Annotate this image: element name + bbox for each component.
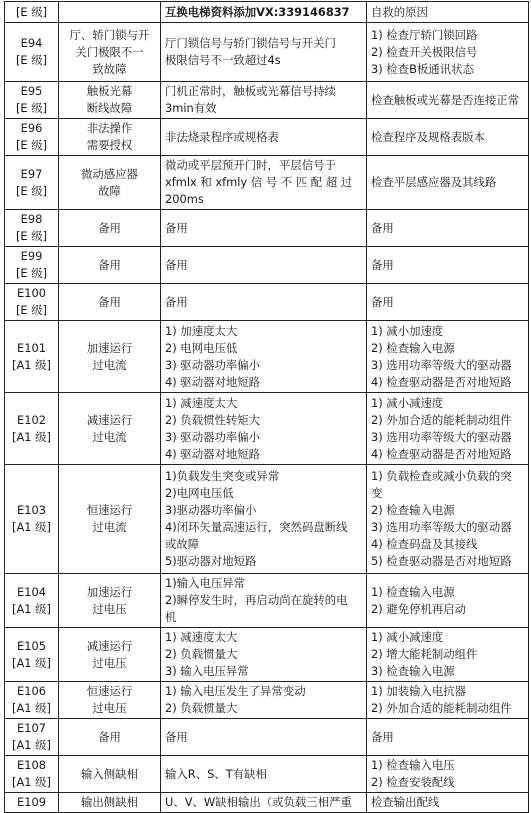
fault-remedy-cell [367, 119, 529, 156]
cell-line: [A1 级] [12, 701, 51, 715]
fault-name-cell [59, 574, 161, 628]
header-code-cell: [E 级] [5, 2, 59, 23]
fault-code-cell [5, 284, 59, 321]
fault-cause-cell [161, 321, 367, 393]
cell-line: 厅门锁信号与轿门锁信号与开关门 [165, 36, 336, 50]
fault-name-cell [59, 793, 161, 813]
cell-line: 1)输入电压异常 [165, 576, 246, 590]
cell-line: 1) 检查厅轿门锁回路 [371, 27, 478, 42]
cell-line: 检查平层感应器及其线路 [371, 175, 497, 189]
fault-name-cell [59, 628, 161, 682]
fault-remedy-cell [367, 82, 529, 119]
fault-code-cell [5, 393, 59, 465]
fault-cause-cell [161, 393, 367, 465]
fault-cause-cell [161, 682, 367, 719]
cell-line: 触板光幕 [86, 84, 133, 98]
cell-line: E106 [17, 684, 46, 698]
cell-line: 3) 选用功率等级大的驱动器 [371, 357, 512, 372]
fault-cause-cell [161, 465, 367, 574]
cell-line: [E 级] [15, 138, 48, 152]
cell-line: [E 级] [15, 229, 48, 243]
fault-code-cell [5, 682, 59, 719]
cell-line: 2)电网电压低 [165, 486, 234, 500]
cell-line: E105 [17, 638, 46, 653]
cell-line: E109 [17, 795, 46, 809]
fault-remedy-cell [367, 156, 529, 210]
cell-line: 3) 选用功率等级大的驱动器 [371, 520, 512, 534]
cell-line: 输入侧缺相 [81, 766, 138, 781]
cell-line: 1) 加速度太大 [165, 323, 238, 338]
header-name-cell [59, 2, 161, 23]
cell-line: 加速运行 [86, 584, 133, 599]
fault-remedy-cell [367, 393, 529, 465]
fault-code-cell [5, 119, 59, 156]
cell-line: E103 [17, 503, 46, 517]
cell-line: 1)负载发生突变或异常 [165, 469, 280, 483]
cell-line: 2) 检查输入电源 [371, 340, 455, 355]
cell-line: 需要授权 [86, 138, 133, 152]
cell-line: 备用 [98, 729, 121, 744]
cell-line: 非法烧录程序或规格表 [165, 129, 279, 144]
fault-name-cell [59, 210, 161, 247]
fault-cause-cell [161, 119, 367, 156]
fault-remedy-cell [367, 210, 529, 247]
cell-line: E97 [20, 166, 43, 181]
cell-line: 备用 [98, 294, 121, 309]
cell-line: E100 [17, 286, 46, 300]
cell-line: 厅、轿门锁与开 [69, 27, 150, 42]
fault-code-cell [5, 156, 59, 210]
cell-line: 3min有效 [165, 101, 217, 115]
cell-line: 2) 增大能耗制动组件 [371, 647, 478, 661]
cell-line: 4) 检查驱动器是否对地短路 [371, 374, 512, 389]
table-row [5, 82, 529, 119]
cell-line: 输出侧缺相 [81, 795, 138, 809]
fault-name-cell [59, 284, 161, 321]
fault-name-cell [59, 321, 161, 393]
cell-line: [E 级] [15, 183, 48, 198]
cell-line: 过电流 [92, 429, 127, 444]
fault-name-cell [59, 82, 161, 119]
cell-line: 200ms [165, 192, 204, 206]
fault-name-cell [59, 23, 161, 82]
cell-line: 5) 检查驱动器是否对地短路 [371, 554, 512, 568]
cell-line: 3) 驱动器功率偏小 [165, 357, 261, 372]
cell-line: 4)闭环矢量高速运行，突然码盘断线 [165, 520, 348, 534]
fault-code-cell [5, 793, 59, 813]
table-row [5, 393, 529, 465]
cell-line: 微动或平层预开门时，平层信号于 [165, 158, 336, 172]
fault-cause-cell [161, 247, 367, 284]
cell-line: 1) 加装输入电抗器 [371, 684, 467, 698]
fault-remedy-cell [367, 719, 529, 756]
cell-line: 4) 检查码盘及其接线 [371, 537, 478, 551]
fault-cause-cell [161, 719, 367, 756]
cell-line: E95 [20, 84, 43, 98]
cell-line: E102 [17, 412, 46, 427]
cell-line: [A1 级] [12, 520, 51, 534]
fault-name-cell [59, 393, 161, 465]
cell-line: E96 [20, 121, 43, 135]
cell-line: 1) 检查输入电压 [371, 758, 455, 772]
header-row [5, 2, 529, 23]
cell-line: 2) 检查安装配线 [371, 775, 455, 789]
cell-line: 备用 [371, 294, 394, 309]
cell-line: 备用 [98, 220, 121, 235]
fault-name-cell [59, 719, 161, 756]
cell-line: 检查程序及规格表版本 [371, 129, 485, 144]
table-row [5, 119, 529, 156]
cell-line: [E 级] [15, 53, 48, 67]
fault-name-cell [59, 156, 161, 210]
header-remedy-cell: 自救的原因 [367, 2, 529, 23]
cell-line: 备用 [165, 257, 188, 272]
cell-line: E101 [17, 340, 46, 355]
cell-line: 过电流 [92, 357, 127, 372]
cell-line: 1) 减小减速度 [371, 630, 444, 644]
cell-line: 减速运行 [86, 638, 133, 653]
fault-remedy-cell [367, 682, 529, 719]
cell-line: 1) 减小加速度 [371, 323, 444, 338]
fault-cause-cell [161, 756, 367, 793]
cell-line: 恒速运行 [86, 684, 133, 698]
cell-line: xfmlx 和 xfmly 信 号 不 匹 配 超 过 [165, 175, 353, 189]
cell-line: 检查输出配线 [371, 795, 440, 809]
cell-line: E108 [17, 758, 46, 772]
cell-line: 极限信号不一致超过4s [165, 53, 281, 67]
fault-cause-cell [161, 210, 367, 247]
cell-line: 1) 负载检查或减小负载的突 [371, 469, 512, 483]
cell-line: 3) 检查输入电源 [371, 664, 455, 678]
fault-cause-cell [161, 628, 367, 682]
fault-code-cell [5, 574, 59, 628]
cell-line: 1) 输入电压发生了异常变动 [165, 684, 306, 698]
cell-line: 1) 检查输入电源 [371, 584, 455, 599]
fault-cause-cell [161, 284, 367, 321]
cell-line: [A1 级] [12, 357, 51, 372]
fault-cause-cell [161, 156, 367, 210]
fault-remedy-cell [367, 628, 529, 682]
table-row [5, 465, 529, 574]
cell-line: 2) 检查输入电源 [371, 503, 455, 517]
cell-line: 4) 检查驱动器是否对地短路 [371, 446, 512, 461]
cell-line: [A1 级] [12, 738, 51, 752]
fault-remedy-cell [367, 247, 529, 284]
table-row [5, 210, 529, 247]
table-row [5, 574, 529, 628]
fault-code-cell [5, 247, 59, 284]
cell-line: E99 [20, 249, 43, 263]
cell-line: [A1 级] [12, 655, 51, 670]
cell-line: 故障 [98, 183, 121, 198]
fault-remedy-cell [367, 465, 529, 574]
cell-line: 1) 减速度太大 [165, 395, 238, 410]
cell-line: 3) 选用功率等级大的驱动器 [371, 429, 512, 444]
cell-line: 1) 减小减速度 [371, 395, 444, 410]
cell-line: 3)驱动器功率偏小 [165, 503, 257, 517]
fault-code-cell [5, 719, 59, 756]
fault-remedy-cell [367, 284, 529, 321]
cell-line: 2) 电网电压低 [165, 340, 238, 355]
fault-name-cell [59, 682, 161, 719]
cell-line: 加速运行 [86, 340, 133, 355]
fault-name-cell [59, 247, 161, 284]
cell-line: 备用 [371, 257, 394, 272]
fault-code-cell [5, 23, 59, 82]
table-row [5, 793, 529, 813]
cell-line: 减速运行 [86, 412, 133, 427]
cell-line: 过电流 [92, 520, 127, 534]
cell-line: 备用 [165, 729, 188, 744]
cell-line: 2) 负载惯量大 [165, 701, 238, 715]
fault-name-cell [59, 119, 161, 156]
cell-line: 1) 减速度太大 [165, 630, 238, 644]
cell-line: 备用 [371, 220, 394, 235]
cell-line: 输入R、S、T有缺相 [165, 766, 267, 781]
fault-remedy-cell [367, 756, 529, 793]
cell-line: 备用 [371, 729, 394, 744]
cell-line: E104 [17, 584, 46, 599]
cell-line: 恒速运行 [86, 503, 133, 517]
cell-line: 2) 外加合适的能耗制动组件 [371, 412, 512, 427]
cell-line: 断线故障 [86, 101, 133, 115]
fault-code-table [4, 1, 529, 813]
cell-line: 2)瞬停发生时，再启动尚在旋转的电 [165, 593, 348, 607]
cell-line: [E 级] [15, 266, 48, 280]
fault-name-cell [59, 465, 161, 574]
fault-code-cell [5, 321, 59, 393]
cell-line: [E 级] [15, 303, 48, 317]
cell-line: 致故障 [92, 61, 127, 76]
cell-line: 3) 驱动器功率偏小 [165, 429, 261, 444]
cell-line: 过电压 [92, 701, 127, 715]
cell-line: 3) 检查B板通讯状态 [371, 61, 474, 76]
cell-line: 3) 输入电压异常 [165, 664, 249, 678]
cell-line: U、V、W缺相输出（或负载三相严重 [165, 795, 352, 809]
cell-line: 备用 [98, 257, 121, 272]
cell-line: [A1 级] [12, 429, 51, 444]
table-row [5, 628, 529, 682]
cell-line: 非法操作 [86, 121, 133, 135]
cell-line: 过电压 [92, 601, 127, 616]
cell-line: 2) 检查开关极限信号 [371, 44, 478, 59]
cell-line: 备用 [165, 294, 188, 309]
fault-code-document [4, 1, 528, 813]
cell-line: 机 [165, 610, 177, 624]
cell-line: 2) 避免停机再启动 [371, 601, 467, 616]
cell-line: 2) 外加合适的能耗制动组件 [371, 701, 512, 715]
table-row [5, 284, 529, 321]
table-row [5, 23, 529, 82]
cell-line: 或故障 [165, 537, 200, 551]
fault-code-cell [5, 210, 59, 247]
cell-line: 4) 驱动器对地短路 [165, 446, 261, 461]
fault-table-body [5, 2, 529, 813]
cell-line: [E 级] [15, 101, 48, 115]
fault-cause-cell [161, 23, 367, 82]
fault-code-cell [5, 82, 59, 119]
fault-remedy-cell [367, 321, 529, 393]
watermark-text: 互换电梯资料添加VX:339146837 [161, 2, 367, 23]
cell-line: E94 [20, 36, 43, 50]
cell-line: E98 [20, 212, 43, 226]
table-row [5, 756, 529, 793]
fault-remedy-cell [367, 23, 529, 82]
cell-line: 备用 [165, 220, 188, 235]
fault-code-cell [5, 465, 59, 574]
fault-name-cell [59, 756, 161, 793]
fault-remedy-cell [367, 793, 529, 813]
fault-cause-cell [161, 82, 367, 119]
cell-line: 检查触板或光幕是否连接正常 [371, 92, 520, 107]
cell-line: 变 [371, 486, 383, 500]
cell-line: 2) 负载惯量大 [165, 647, 238, 661]
cell-line: 2) 负载惯性转矩大 [165, 412, 261, 427]
fault-cause-cell [161, 574, 367, 628]
table-row [5, 247, 529, 284]
fault-code-cell [5, 628, 59, 682]
cell-line: 门机正常时，触板或光幕信号持续 [165, 84, 336, 98]
cell-line: [A1 级] [12, 601, 51, 616]
cell-line: E107 [17, 721, 46, 735]
table-row [5, 156, 529, 210]
fault-remedy-cell [367, 574, 529, 628]
fault-code-cell [5, 756, 59, 793]
cell-line: 关门极限不一 [75, 44, 144, 59]
table-row [5, 321, 529, 393]
cell-line: 微动感应器 [81, 166, 138, 181]
cell-line: 过电压 [92, 655, 127, 670]
cell-line: 5)驱动器对地短路 [165, 554, 257, 568]
table-row [5, 719, 529, 756]
cell-line: [A1 级] [12, 775, 51, 789]
fault-cause-cell [161, 793, 367, 813]
table-row [5, 682, 529, 719]
cell-line: 4) 驱动器对地短路 [165, 374, 261, 389]
